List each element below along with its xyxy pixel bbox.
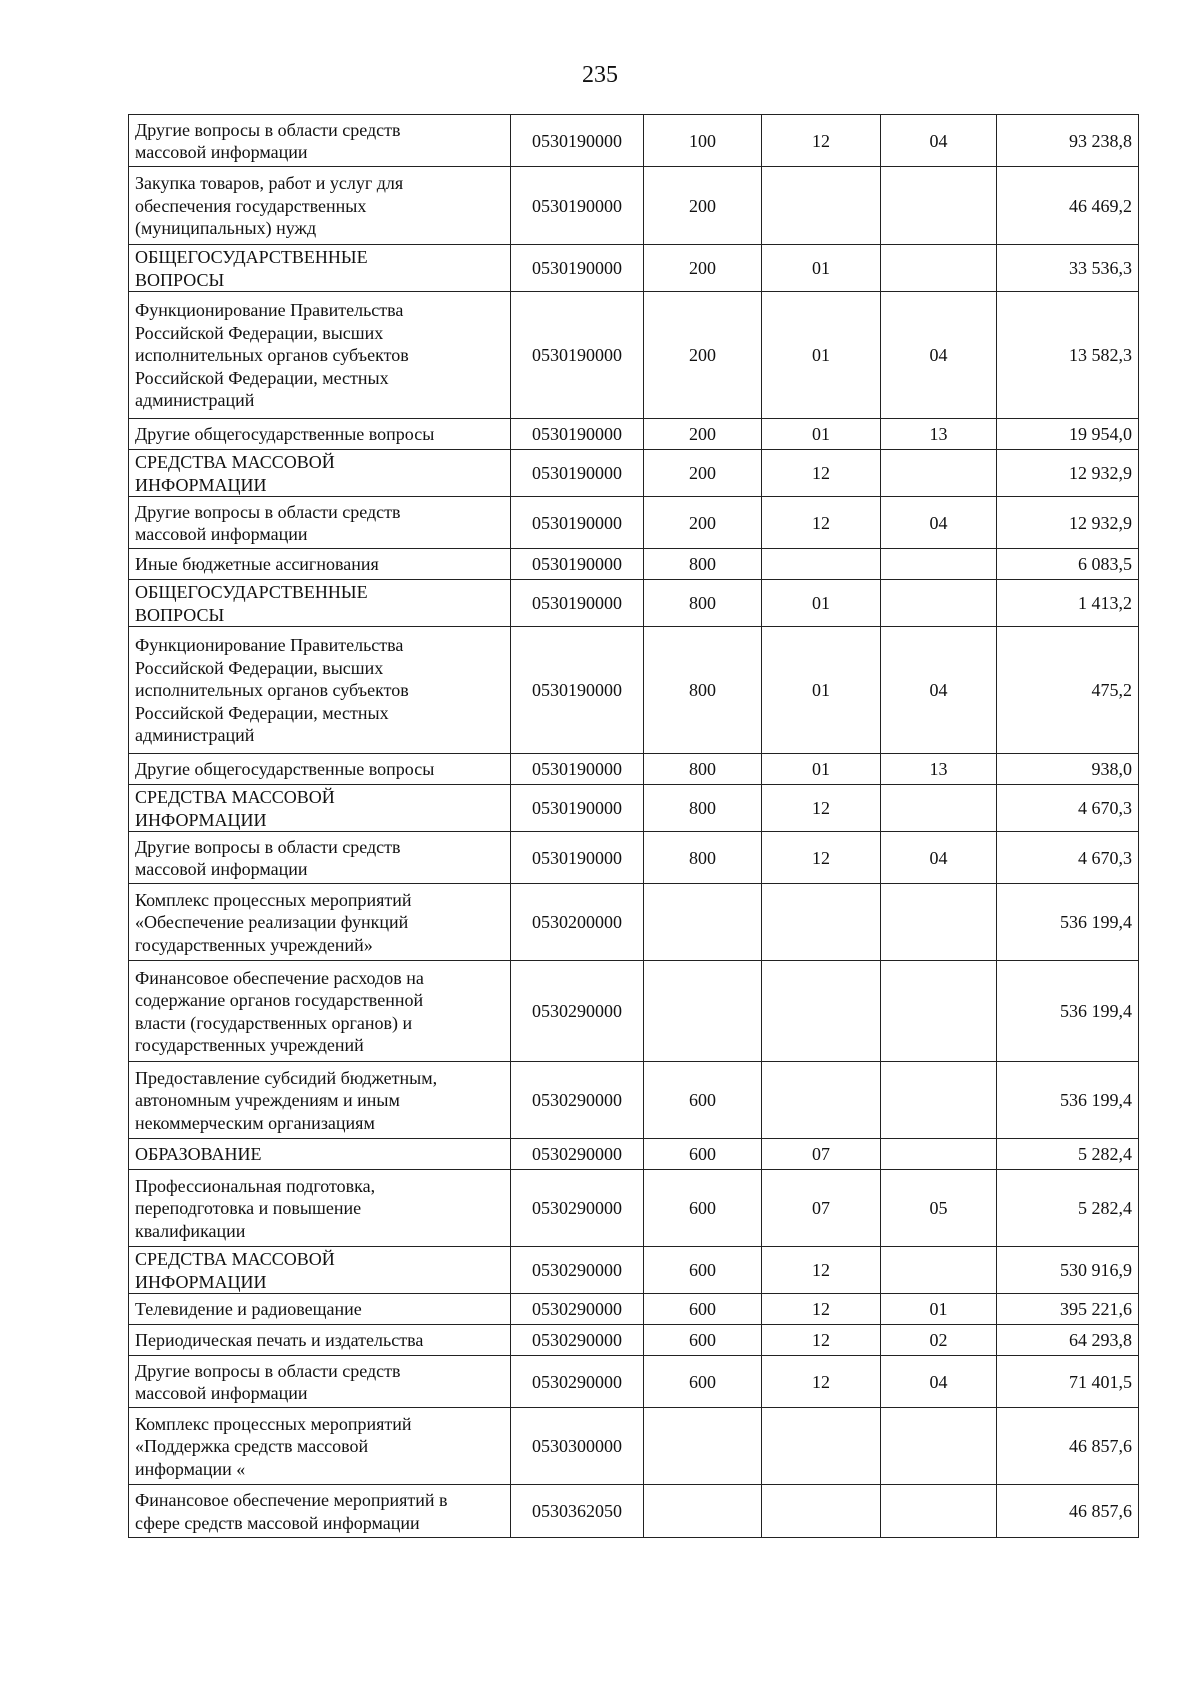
cell-name: Телевидение и радиовещание	[129, 1294, 511, 1325]
table-row	[129, 1408, 1139, 1485]
table-row	[129, 1356, 1139, 1408]
cell-expense-type: 600	[644, 1170, 762, 1247]
cell-expense-type: 800	[644, 832, 762, 884]
cell-amount: 46 469,2	[997, 167, 1139, 245]
cell-expense-type: 800	[644, 580, 762, 627]
cell-target-code: 0530290000	[511, 1062, 644, 1139]
cell-target-code: 0530190000	[511, 580, 644, 627]
cell-amount: 6 083,5	[997, 549, 1139, 580]
table-row	[129, 245, 1139, 292]
cell-subsection: 13	[881, 419, 997, 450]
table-row	[129, 961, 1139, 1062]
cell-name: Другие вопросы в области средств массовой информации	[129, 1356, 511, 1408]
cell-section: 12	[762, 1356, 881, 1408]
table-row	[129, 419, 1139, 450]
cell-expense-type: 800	[644, 627, 762, 754]
cell-subsection	[881, 580, 997, 627]
cell-name: Другие вопросы в области средств массовой информации	[129, 497, 511, 549]
table-row	[129, 1170, 1139, 1247]
cell-subsection: 04	[881, 627, 997, 754]
cell-section: 01	[762, 245, 881, 292]
table-row	[129, 1062, 1139, 1139]
budget-table-body	[129, 115, 1139, 1538]
cell-expense-type: 200	[644, 497, 762, 549]
cell-target-code: 0530190000	[511, 754, 644, 785]
cell-section: 07	[762, 1139, 881, 1170]
cell-expense-type: 200	[644, 450, 762, 497]
cell-amount: 12 932,9	[997, 450, 1139, 497]
cell-subsection	[881, 1139, 997, 1170]
cell-subsection: 05	[881, 1170, 997, 1247]
cell-subsection	[881, 961, 997, 1062]
cell-subsection	[881, 884, 997, 961]
cell-section: 12	[762, 115, 881, 167]
table-row	[129, 497, 1139, 549]
table-row	[129, 115, 1139, 167]
cell-target-code: 0530190000	[511, 785, 644, 832]
cell-amount: 71 401,5	[997, 1356, 1139, 1408]
cell-target-code: 0530290000	[511, 1294, 644, 1325]
budget-table	[128, 114, 1139, 1538]
cell-subsection	[881, 1247, 997, 1294]
cell-target-code: 0530190000	[511, 450, 644, 497]
cell-section	[762, 1408, 881, 1485]
cell-target-code: 0530190000	[511, 832, 644, 884]
table-row	[129, 549, 1139, 580]
cell-section	[762, 884, 881, 961]
cell-target-code: 0530362050	[511, 1485, 644, 1538]
cell-section: 01	[762, 627, 881, 754]
cell-amount: 5 282,4	[997, 1139, 1139, 1170]
cell-section: 01	[762, 754, 881, 785]
cell-target-code: 0530190000	[511, 627, 644, 754]
cell-expense-type: 200	[644, 167, 762, 245]
table-row	[129, 832, 1139, 884]
cell-amount: 536 199,4	[997, 884, 1139, 961]
cell-name: Комплекс процессных мероприятий «Поддержка средств массовой информации «	[129, 1408, 511, 1485]
cell-expense-type: 600	[644, 1139, 762, 1170]
cell-target-code: 0530290000	[511, 1247, 644, 1294]
cell-name: Предоставление субсидий бюджетным, автономным учреждениям и иным некоммерческим организациям	[129, 1062, 511, 1139]
cell-subsection: 02	[881, 1325, 997, 1356]
cell-expense-type	[644, 884, 762, 961]
cell-amount: 46 857,6	[997, 1485, 1139, 1538]
cell-subsection	[881, 167, 997, 245]
cell-amount: 395 221,6	[997, 1294, 1139, 1325]
cell-expense-type	[644, 1408, 762, 1485]
cell-section: 01	[762, 419, 881, 450]
cell-section: 12	[762, 1325, 881, 1356]
cell-amount: 4 670,3	[997, 785, 1139, 832]
table-row	[129, 1247, 1139, 1294]
cell-section	[762, 549, 881, 580]
cell-target-code: 0530190000	[511, 115, 644, 167]
table-row	[129, 1139, 1139, 1170]
cell-name: Закупка товаров, работ и услуг для обеспечения государственных (муниципальных) нужд	[129, 167, 511, 245]
cell-amount: 938,0	[997, 754, 1139, 785]
table-row	[129, 292, 1139, 419]
cell-expense-type: 800	[644, 549, 762, 580]
cell-target-code: 0530290000	[511, 1325, 644, 1356]
cell-amount: 5 282,4	[997, 1170, 1139, 1247]
cell-name: ОБЩЕГОСУДАРСТВЕННЫЕ ВОПРОСЫ	[129, 580, 511, 627]
cell-amount: 4 670,3	[997, 832, 1139, 884]
cell-target-code: 0530190000	[511, 245, 644, 292]
cell-expense-type	[644, 961, 762, 1062]
cell-expense-type: 600	[644, 1062, 762, 1139]
cell-name: ОБРАЗОВАНИЕ	[129, 1139, 511, 1170]
cell-name: Профессиональная подготовка, переподготовка и повышение квалификации	[129, 1170, 511, 1247]
cell-name: Другие общегосударственные вопросы	[129, 754, 511, 785]
cell-expense-type: 800	[644, 754, 762, 785]
cell-section	[762, 961, 881, 1062]
cell-target-code: 0530190000	[511, 549, 644, 580]
cell-subsection: 04	[881, 292, 997, 419]
cell-subsection	[881, 245, 997, 292]
table-row	[129, 1325, 1139, 1356]
page-number: 235	[582, 62, 618, 88]
table-row	[129, 580, 1139, 627]
cell-target-code: 0530290000	[511, 961, 644, 1062]
cell-amount: 475,2	[997, 627, 1139, 754]
cell-target-code: 0530190000	[511, 167, 644, 245]
cell-amount: 536 199,4	[997, 961, 1139, 1062]
cell-amount: 93 238,8	[997, 115, 1139, 167]
cell-subsection	[881, 785, 997, 832]
table-row	[129, 884, 1139, 961]
cell-target-code: 0530190000	[511, 497, 644, 549]
cell-name: Финансовое обеспечение мероприятий в сфере средств массовой информации	[129, 1485, 511, 1538]
cell-name: Комплекс процессных мероприятий «Обеспечение реализации функций государственных учреждений»	[129, 884, 511, 961]
cell-section: 12	[762, 1247, 881, 1294]
cell-name: Иные бюджетные ассигнования	[129, 549, 511, 580]
table-row	[129, 785, 1139, 832]
cell-subsection: 01	[881, 1294, 997, 1325]
cell-amount: 46 857,6	[997, 1408, 1139, 1485]
cell-section: 12	[762, 1294, 881, 1325]
cell-subsection	[881, 450, 997, 497]
cell-amount: 536 199,4	[997, 1062, 1139, 1139]
cell-target-code: 0530290000	[511, 1356, 644, 1408]
cell-expense-type	[644, 1485, 762, 1538]
cell-amount: 13 582,3	[997, 292, 1139, 419]
cell-section: 12	[762, 497, 881, 549]
cell-target-code: 0530190000	[511, 292, 644, 419]
cell-section	[762, 1062, 881, 1139]
cell-amount: 12 932,9	[997, 497, 1139, 549]
table-row	[129, 167, 1139, 245]
cell-expense-type: 600	[644, 1247, 762, 1294]
table-row	[129, 1294, 1139, 1325]
cell-section: 07	[762, 1170, 881, 1247]
cell-name: Функционирование Правительства Российской Федерации, высших исполнительных органов субъектов Российской Федерации, местных администраций	[129, 627, 511, 754]
table-row	[129, 450, 1139, 497]
cell-expense-type: 200	[644, 419, 762, 450]
cell-name: Периодическая печать и издательства	[129, 1325, 511, 1356]
cell-subsection	[881, 1408, 997, 1485]
cell-subsection	[881, 1062, 997, 1139]
cell-name: Другие вопросы в области средств массовой информации	[129, 832, 511, 884]
cell-target-code: 0530290000	[511, 1170, 644, 1247]
cell-name: Другие общегосударственные вопросы	[129, 419, 511, 450]
cell-amount: 1 413,2	[997, 580, 1139, 627]
cell-subsection: 04	[881, 497, 997, 549]
cell-amount: 64 293,8	[997, 1325, 1139, 1356]
cell-subsection	[881, 549, 997, 580]
cell-section: 01	[762, 292, 881, 419]
cell-amount: 19 954,0	[997, 419, 1139, 450]
cell-name: СРЕДСТВА МАССОВОЙ ИНФОРМАЦИИ	[129, 785, 511, 832]
cell-subsection	[881, 1485, 997, 1538]
cell-section	[762, 1485, 881, 1538]
cell-name: СРЕДСТВА МАССОВОЙ ИНФОРМАЦИИ	[129, 450, 511, 497]
cell-target-code: 0530190000	[511, 419, 644, 450]
cell-subsection: 04	[881, 115, 997, 167]
cell-expense-type: 200	[644, 245, 762, 292]
cell-section: 12	[762, 450, 881, 497]
cell-section: 01	[762, 580, 881, 627]
cell-amount: 530 916,9	[997, 1247, 1139, 1294]
cell-subsection: 04	[881, 832, 997, 884]
cell-name: Функционирование Правительства Российской Федерации, высших исполнительных органов субъектов Российской Федерации, местных администраций	[129, 292, 511, 419]
cell-name: Другие вопросы в области средств массовой информации	[129, 115, 511, 167]
cell-expense-type: 800	[644, 785, 762, 832]
cell-name: Финансовое обеспечение расходов на содержание органов государственной власти (государственных органов) и государственных учреждений	[129, 961, 511, 1062]
cell-expense-type: 100	[644, 115, 762, 167]
cell-expense-type: 200	[644, 292, 762, 419]
cell-section	[762, 167, 881, 245]
cell-name: СРЕДСТВА МАССОВОЙ ИНФОРМАЦИИ	[129, 1247, 511, 1294]
cell-name: ОБЩЕГОСУДАРСТВЕННЫЕ ВОПРОСЫ	[129, 245, 511, 292]
cell-target-code: 0530200000	[511, 884, 644, 961]
table-row	[129, 754, 1139, 785]
cell-expense-type: 600	[644, 1356, 762, 1408]
cell-subsection: 13	[881, 754, 997, 785]
cell-subsection: 04	[881, 1356, 997, 1408]
cell-expense-type: 600	[644, 1294, 762, 1325]
cell-target-code: 0530290000	[511, 1139, 644, 1170]
cell-section: 12	[762, 785, 881, 832]
cell-section: 12	[762, 832, 881, 884]
cell-target-code: 0530300000	[511, 1408, 644, 1485]
cell-expense-type: 600	[644, 1325, 762, 1356]
table-row	[129, 627, 1139, 754]
cell-amount: 33 536,3	[997, 245, 1139, 292]
table-row	[129, 1485, 1139, 1538]
